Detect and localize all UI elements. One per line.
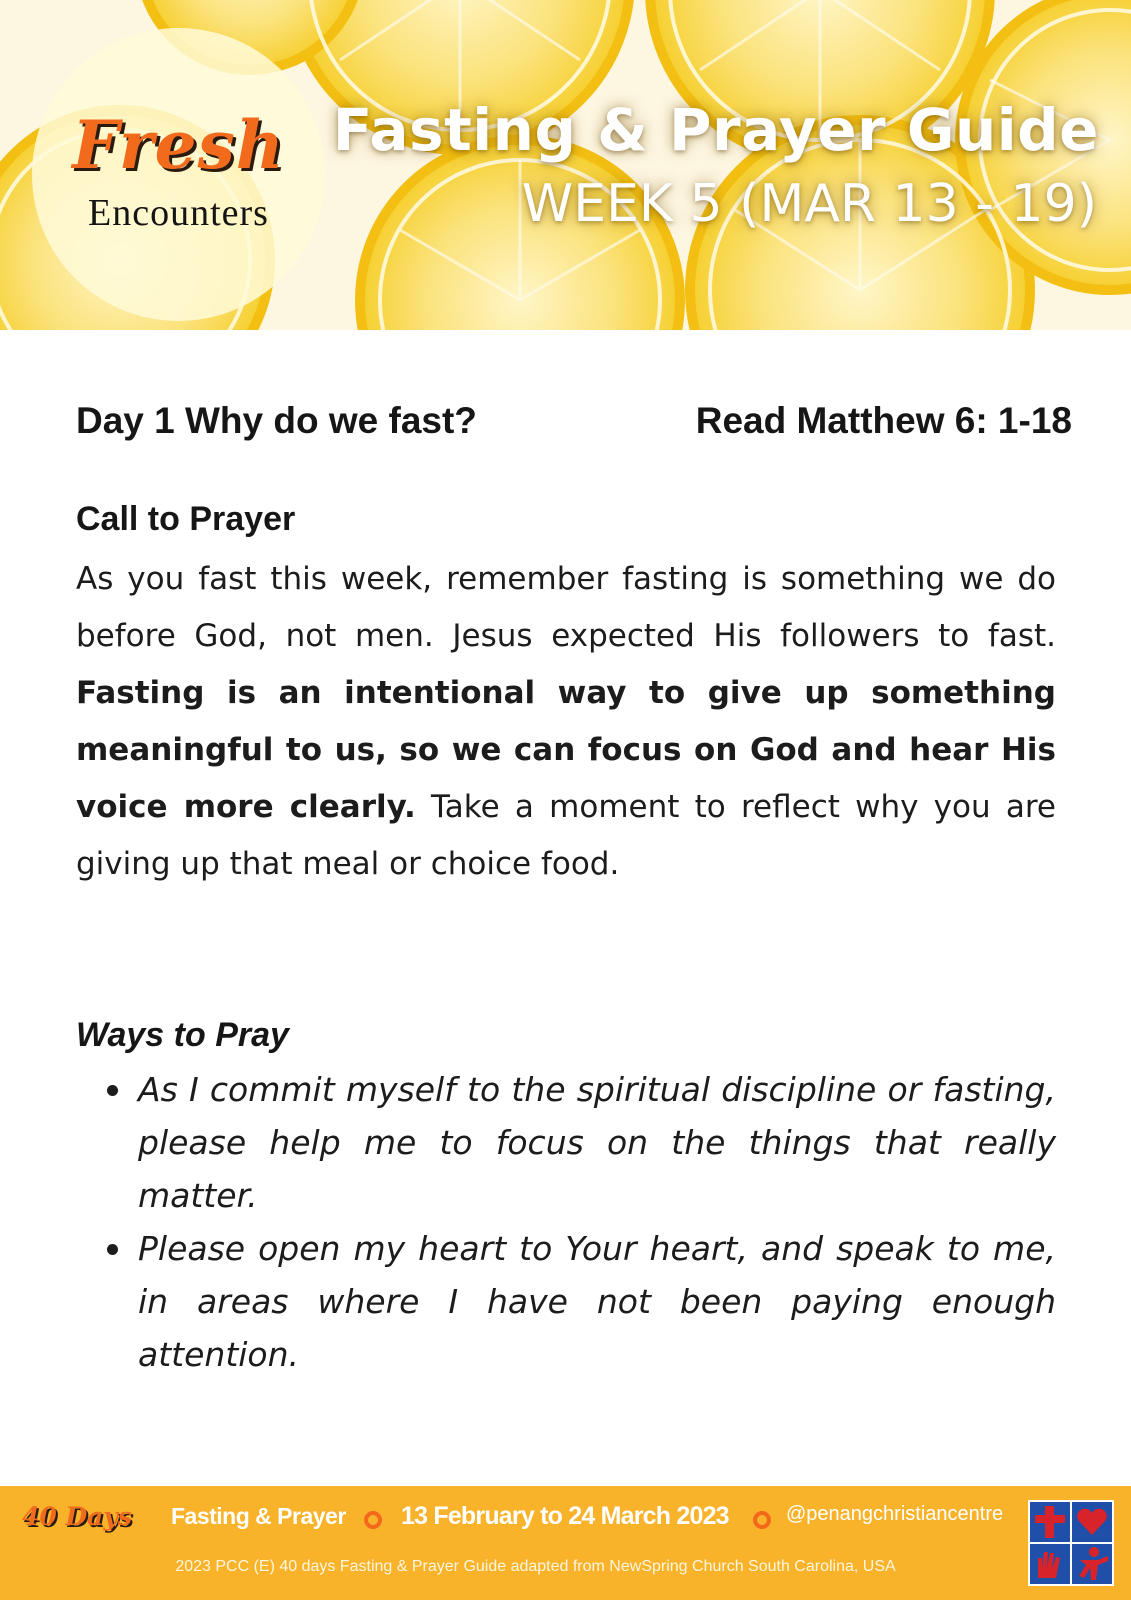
credit-line: 2023 PCC (E) 40 days Fasting & Prayer Guide adapted from NewSpring Church South Carolina, USA (175, 1558, 896, 1575)
day-heading: Day 1 Why do we fast? (76, 400, 477, 441)
header-banner (0, 0, 1131, 330)
day-heading-row (76, 400, 1072, 450)
ring-bullet-icon (364, 1511, 382, 1529)
prayer-text: As I commit myself to the spiritual discipline or fasting, please help me to focus on the things that really matter. (138, 1070, 1056, 1215)
week-subtitle: WEEK 5 (MAR 13 - 19) (521, 174, 1097, 234)
fasting-prayer-label: Fasting & Prayer (171, 1503, 346, 1529)
call-to-prayer-text (76, 551, 1056, 893)
logo-encounters-text: Encounters (88, 192, 269, 234)
call-text-emphasis: Fasting is an intentional way to give up something meaningful to us, so we can focus on God and hear His voice more clearly. (76, 675, 1056, 825)
scripture-reading: Read Matthew 6: 1-18 (695, 400, 1072, 441)
church-logo-icon (1028, 1500, 1114, 1586)
list-item (76, 1222, 1056, 1381)
social-handle: @penangchristiancentre (786, 1503, 1004, 1525)
call-text-intro: As you fast this week, remember fasting is something we do before God, not men. Jesus expected His followers to fast. (76, 561, 1056, 654)
logo-fresh-text: Fresh (72, 106, 285, 184)
prayer-text: Please open my heart to Your heart, and speak to me, in areas where I have not been paying enough attention. (138, 1229, 1056, 1374)
call-to-prayer-heading: Call to Prayer (76, 500, 296, 538)
bullet-icon (107, 1244, 118, 1255)
page-title: Fasting & Prayer Guide (332, 96, 1099, 164)
list-item (76, 1063, 1056, 1222)
prayer-list (76, 1063, 1056, 1381)
campaign-dates: 13 February to 24 March 2023 (401, 1502, 729, 1530)
ways-to-pray-heading: Ways to Pray (76, 1016, 289, 1054)
fresh-encounters-logo (32, 28, 325, 321)
call-text-closing: Take a moment to reflect why you are giving up that meal or choice food. (76, 789, 1056, 882)
ring-bullet-icon (753, 1511, 771, 1529)
forty-days-label: 40 Days (22, 1502, 132, 1531)
footer-bar (0, 1486, 1131, 1600)
bullet-icon (107, 1085, 118, 1096)
